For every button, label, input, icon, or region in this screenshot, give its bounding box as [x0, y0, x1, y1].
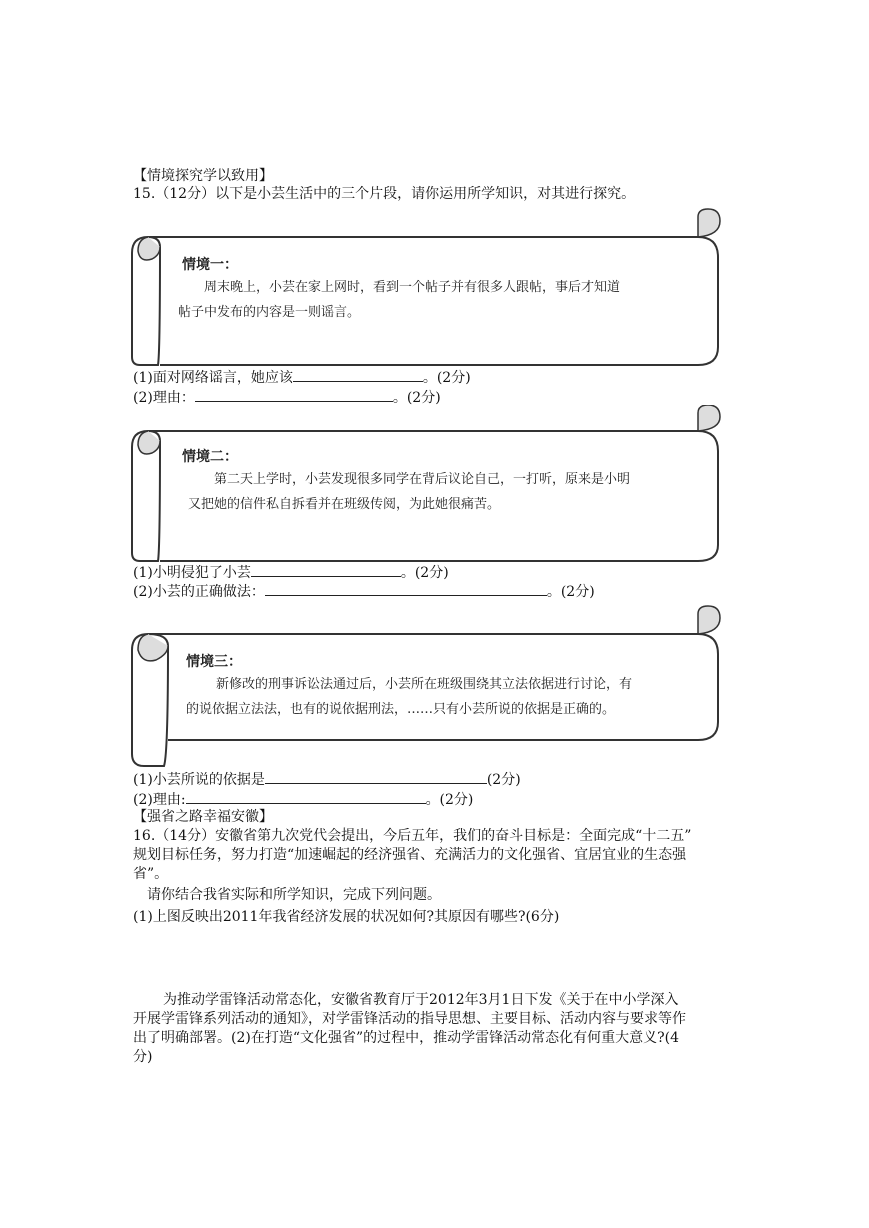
q15-5-suffix: (2分)	[486, 772, 521, 788]
q15-6-suffix: 。(2分)	[425, 792, 474, 808]
scenario-1-line-1: 周末晚上，小芸在家上网时，看到一个帖子并有很多人跟帖，事后才知道	[204, 280, 621, 295]
scenario-3-line-1: 新修改的刑事诉讼法通过后，小芸所在班级围绕其立法依据进行讨论，有	[216, 677, 633, 692]
scenario-2-scroll	[130, 405, 726, 565]
q15-6-prefix: (2)理由:	[133, 792, 186, 808]
q15-4	[133, 581, 595, 601]
question-15-stem: 15.（12分）以下是小芸生活中的三个片段，请你运用所学知识，对其进行探究。	[133, 186, 636, 202]
section-header-2: 【强省之路幸福安徽】	[133, 809, 273, 825]
q15-5-prefix: (1)小芸所说的依据是	[133, 772, 265, 788]
q15-2	[133, 387, 441, 407]
answer-blank[interactable]	[293, 367, 423, 382]
scenario-1-title: 情境一：	[182, 257, 238, 273]
section-header-1: 【情境探究学以致用】	[133, 168, 273, 184]
paragraph-line-3: 出了明确部署。(2)在打造“文化强省”的过程中，推动学雷锋活动常态化有何重大意义?(4	[133, 1030, 680, 1046]
q15-1	[133, 367, 471, 387]
q15-1-suffix: 。(2分)	[422, 370, 471, 386]
scenario-2-title: 情境二：	[182, 449, 238, 465]
question-16-stem-1: 16.（14分）安徽省第九次党代会提出，今后五年，我们的奋斗目标是：全面完成“十二五”	[133, 828, 692, 844]
answer-blank[interactable]	[251, 562, 401, 577]
q15-4-suffix: 。(2分)	[546, 584, 595, 600]
scenario-3-title: 情境三：	[186, 654, 242, 670]
q15-3	[133, 562, 449, 582]
answer-blank[interactable]	[195, 387, 393, 402]
question-16-stem-3: 省”。	[133, 866, 169, 882]
scenario-1-text	[178, 275, 620, 325]
q15-3-suffix: 。(2分)	[400, 565, 449, 581]
q15-4-prefix: (2)小芸的正确做法：	[133, 584, 265, 600]
scenario-1-scroll	[130, 207, 726, 367]
question-16-stem-2: 规划目标任务，努力打造“加速崛起的经济强省、充满活力的文化强省、宜居宜业的生态强	[133, 847, 687, 863]
scenario-3-text	[186, 672, 632, 722]
scenario-2-line-1: 第二天上学时，小芸发现很多同学在背后议论自己，一打听，原来是小明	[214, 472, 631, 487]
scenario-1-line-2: 帖子中发布的内容是一则谣言。	[178, 305, 361, 320]
answer-blank[interactable]	[186, 789, 426, 804]
q15-6	[133, 789, 473, 809]
scenario-3-scroll	[130, 604, 726, 768]
question-16-part-1: (1)上图反映出2011年我省经济发展的状况如何?其原因有哪些?(6分)	[133, 909, 560, 925]
question-16-instruction: 请你结合我省实际和所学知识，完成下列问题。	[147, 887, 441, 903]
answer-blank[interactable]	[265, 581, 547, 596]
scenario-2-text	[188, 467, 630, 517]
question-16-paragraph	[133, 991, 741, 1067]
paragraph-line-1: 为推动学雷锋活动常态化，安徽省教育厅于2012年3月1日下发《关于在中小学深入	[163, 992, 679, 1008]
q15-2-suffix: 。(2分)	[392, 390, 441, 406]
scenario-2-line-2: 又把她的信件私自拆看并在班级传阅，为此她很痛苦。	[188, 497, 501, 512]
q15-1-prefix: (1)面对网络谣言，她应该	[133, 370, 293, 386]
answer-blank[interactable]	[265, 769, 487, 784]
paragraph-line-2: 开展学雷锋系列活动的通知》，对学雷锋活动的指导思想、主要目标、活动内容与要求等作	[133, 1011, 686, 1027]
paragraph-line-4: 分)	[133, 1049, 153, 1065]
q15-3-prefix: (1)小明侵犯了小芸	[133, 565, 251, 581]
scenario-3-line-2: 的说依据立法法，也有的说依据刑法，……只有小芸所说的依据是正确的。	[186, 702, 616, 717]
q15-5	[133, 769, 521, 789]
q15-2-prefix: (2)理由：	[133, 390, 195, 406]
